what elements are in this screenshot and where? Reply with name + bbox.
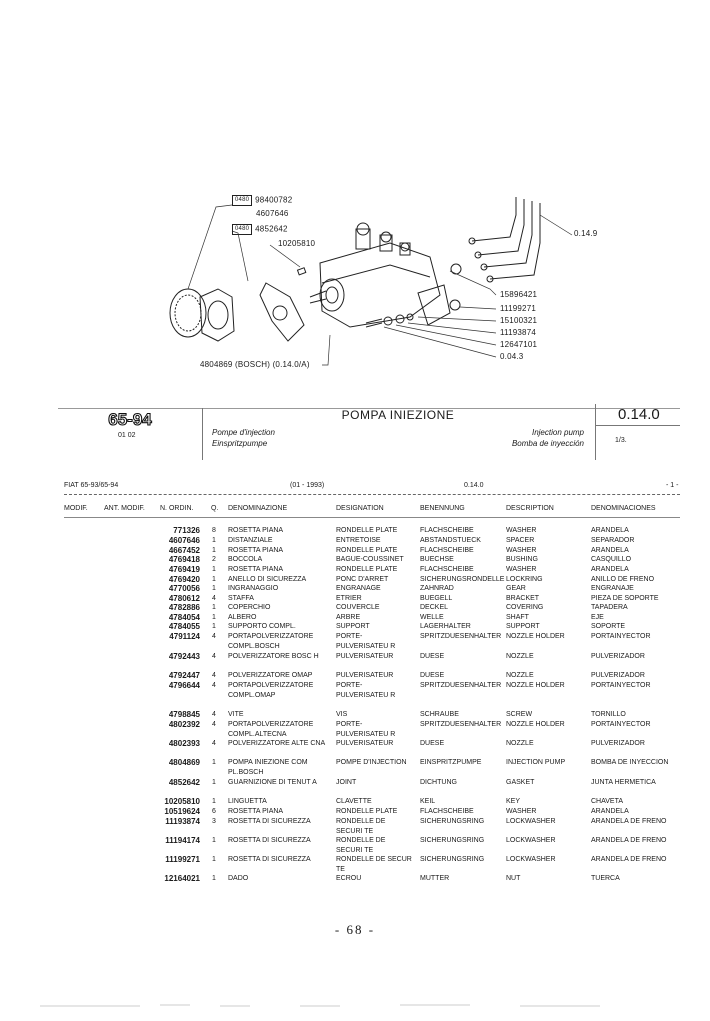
cell-english-name: SUPPORT [506,623,540,630]
cell-spanish-name: TUERCA [591,875,620,882]
callout-section-ref-text: 0.14.9 [574,229,598,238]
divider [202,408,203,460]
cell-part-number: 4769418 [168,555,200,564]
cell-part-number: 4780612 [168,594,200,603]
cell-part-number: 4796644 [168,681,200,690]
cell-quantity: 1 [212,779,216,786]
cell-french-name: POMPE D'INJECTION [336,759,407,766]
cell-french-name: PULVERISATEUR [336,740,394,747]
page-marker: - 1 - [666,482,679,489]
cell-quantity: 1 [212,604,216,611]
cell-quantity: 8 [212,527,216,534]
cell-english-name: LOCKWASHER [506,837,556,844]
cell-english-name: NOZZLE HOLDER [506,633,565,640]
model-logo [100,410,160,428]
cell-spanish-name: CASQUILLO [591,556,632,563]
cell-german-name: DICHTUNG [420,779,457,786]
cell-spanish-name: ENGRANAJE [591,585,634,592]
callout-part-number: 11193874 [500,328,537,337]
cell-italian-name: INGRANAGGIO [228,585,279,592]
cell-italian-name: ANELLO DI SICUREZZA [228,576,307,583]
divider [64,494,680,495]
cell-french-name: PORTE-PULVERISATEU R [336,682,396,699]
cell-german-name: SPRITZDUESENHALTER [420,682,502,689]
cell-italian-name: POLVERIZZATORE ALTE CNA [228,740,326,747]
table-header [0,505,710,517]
cell-quantity: 4 [212,740,216,747]
cell-italian-name: PORTAPOLVERIZZATORE COMPL.OMAP [228,682,314,699]
cell-italian-name: COPERCHIO [228,604,271,611]
cell-german-name: DECKEL [420,604,449,611]
callout-part-number: 4607646 [256,209,289,218]
cell-quantity: 1 [212,759,216,766]
cell-german-name: FLACHSCHEIBE [420,566,474,573]
cell-english-name: LOCKWASHER [506,856,556,863]
cell-german-name: SICHERUNGSRONDELLE [420,576,505,583]
cell-quantity: 1 [212,837,216,844]
cell-english-name: NOZZLE HOLDER [506,721,565,728]
cell-part-number: 12164021 [164,874,200,883]
cell-quantity: 1 [212,614,216,621]
cell-german-name: ABSTANDSTUECK [420,537,481,544]
cell-italian-name: POLVERIZZATORE OMAP [228,672,313,679]
cell-german-name: SICHERUNGSRING [420,856,485,863]
title-french: Pompe d'injection [212,428,275,437]
cell-german-name: MUTTER [420,875,450,882]
cell-quantity: 2 [212,556,216,563]
cell-english-name: GASKET [506,779,535,786]
cell-english-name: SPACER [506,537,535,544]
cell-french-name: RONDELLE PLATE [336,808,398,815]
callout-bosch-ref-text: 4804869 (BOSCH) (0.14.0/A) [200,360,310,369]
cell-quantity: 1 [212,547,216,554]
cell-spanish-name: CHAVETA [591,798,624,805]
cell-french-name: ENTRETOISE [336,537,381,544]
cell-french-name: JOINT [336,779,357,786]
cell-quantity: 4 [212,633,216,640]
callout-10205810 [278,239,315,248]
col-ordin: N. ORDIN. [160,505,194,512]
title-english: Injection pump [531,428,584,437]
col-spanish: DENOMINACIONES [591,505,656,512]
cell-part-number: 4802393 [168,739,200,748]
page-number: - 68 - [334,922,376,937]
callout-11193874 [500,328,536,337]
cell-english-name: KEY [506,798,521,805]
cell-french-name: RONDELLE PLATE [336,566,398,573]
callout-part-number: 15100321 [500,316,538,325]
cell-french-name: SUPPORT [336,623,370,630]
cell-quantity: 4 [212,711,216,718]
cell-italian-name: POMPA INIEZIONE COM PL.BOSCH [228,759,308,776]
callout-12647101 [500,340,537,349]
col-qty: Q. [211,505,219,512]
callout-part-number: 11199271 [500,304,537,313]
cell-part-number: 4667452 [168,546,200,555]
cell-french-name: ARBRE [336,614,361,621]
cell-italian-name: GUARNIZIONE DI TENUT A [228,779,317,786]
callout-0-04-3 [500,352,523,361]
col-ant-modif: ANT. MODIF. [104,505,145,512]
cell-part-number: 11193874 [165,817,200,826]
cell-french-name: RONDELLE DE SECURI TE [336,818,386,835]
callout-11199271 [500,304,536,313]
cell-spanish-name: ARANDELA DE FRENO [591,818,667,825]
divider [595,425,680,426]
cell-italian-name: ALBERO [228,614,257,621]
cell-spanish-name: ARANDELA [591,808,629,815]
cell-italian-name: ROSETTA DI SICUREZZA [228,837,311,844]
cell-italian-name: STAFFA [228,595,254,602]
cell-french-name: RONDELLE PLATE [336,547,398,554]
cell-english-name: BUSHING [506,556,538,563]
cell-italian-name: DISTANZIALE [228,537,273,544]
cell-spanish-name: PULVERIZADOR [591,740,645,747]
cell-german-name: BUEGELL [420,595,453,602]
logo-subtitle: 01 02 [118,432,136,439]
col-italian: DENOMINAZIONE [228,505,288,512]
callout-part-number: 4852642 [255,224,288,234]
cell-quantity: 4 [212,595,216,602]
cell-spanish-name: TORNILLO [591,711,626,718]
cell-spanish-name: ANILLO DE FRENO [591,576,655,583]
cell-spanish-name: PORTAINYECTOR [591,633,651,640]
cell-part-number: 4784055 [168,622,200,631]
cell-french-name: PONC D'ARRET [336,576,389,583]
callout-section-ref-text: 0.04.3 [500,352,524,361]
cell-part-number: 4769419 [168,565,200,574]
callout-15100321 [500,316,537,325]
cell-italian-name: VITE [228,711,244,718]
cell-french-name: PULVERISATEUR [336,653,394,660]
cell-quantity: 1 [212,856,216,863]
cell-english-name: WASHER [506,527,537,534]
cell-italian-name: POLVERIZZATORE BOSC H [228,653,319,660]
cell-english-name: SHAFT [506,614,529,621]
cell-italian-name: DADO [228,875,249,882]
cell-german-name: ZAHNRAD [420,585,454,592]
callout-15896421 [500,290,537,299]
callout-section-ref [574,229,597,238]
cell-quantity: 1 [212,623,216,630]
cell-quantity: 1 [212,585,216,592]
cell-quantity: 1 [212,875,216,882]
cell-quantity: 4 [212,682,216,689]
cell-english-name: SCREW [506,711,533,718]
page-title: POMPA INIEZIONE [341,408,455,422]
cell-part-number: 4784054 [168,613,200,622]
cell-english-name: LOCKWASHER [506,818,556,825]
scan-edge-noise [0,1000,710,1012]
cell-german-name: SPRITZDUESENHALTER [420,721,502,728]
col-french: DESIGNATION [336,505,384,512]
cell-part-number: 771326 [173,526,200,535]
cell-part-number: 4804869 [168,758,200,767]
callout-part-number: 15896421 [500,290,538,299]
section-code: 0.14.0 [618,406,660,423]
cell-german-name: SICHERUNGSRING [420,837,485,844]
cell-part-number: 4852642 [168,778,200,787]
col-modif: MODIF. [64,505,88,512]
cell-french-name: PULVERISATEUR [336,672,394,679]
cell-french-name: PORTE-PULVERISATEU R [336,633,396,650]
cell-spanish-name: ARANDELA [591,547,629,554]
cell-german-name: SCHRAUBE [420,711,459,718]
cell-quantity: 4 [212,672,216,679]
cell-german-name: DUESE [420,672,445,679]
cell-french-name: BAGUE-COUSSINET [336,556,404,563]
callout-98400782 [232,195,292,206]
cell-italian-name: ROSETTA PIANA [228,527,284,534]
cell-part-number: 4792447 [168,671,200,680]
cell-quantity: 3 [212,818,216,825]
cell-quantity: 1 [212,537,216,544]
cell-english-name: WASHER [506,566,537,573]
cell-german-name: DUESE [420,653,445,660]
model-logo-text: 65-94 [108,410,152,428]
cell-german-name: WELLE [420,614,444,621]
cell-spanish-name: TAPADERA [591,604,628,611]
cell-french-name: RONDELLE DE SECURI TE [336,837,386,854]
cell-spanish-name: ARANDELA DE FRENO [591,856,667,863]
cell-part-number: 4607646 [168,536,200,545]
cell-italian-name: PORTAPOLVERIZZATORE COMPL.ALTECNA [228,721,314,738]
cell-german-name: LAGERHALTER [420,623,471,630]
cell-spanish-name: JUNTA HERMETICA [591,779,656,786]
cell-german-name: BUECHSE [420,556,454,563]
cell-french-name: VIS [336,711,348,718]
cell-italian-name: ROSETTA PIANA [228,566,284,573]
cell-english-name: GEAR [506,585,526,592]
cell-part-number: 4770056 [168,584,200,593]
cell-italian-name: ROSETTA DI SICUREZZA [228,818,311,825]
col-german: BENENNUNG [420,505,465,512]
pump-drawing [160,185,620,380]
cell-spanish-name: PORTAINYECTOR [591,682,651,689]
section-info: 0.14.0 [464,482,484,489]
divider [595,404,596,460]
callout-4852642 [232,224,288,235]
cell-german-name: EINSPRITZPUMPE [420,759,482,766]
cell-spanish-name: SEPARADOR [591,537,635,544]
exploded-diagram [160,185,620,380]
cell-french-name: CLAVETTE [336,798,372,805]
cell-italian-name: PORTAPOLVERIZZATORE COMPL.BOSCH [228,633,314,650]
cell-french-name: RONDELLE PLATE [336,527,398,534]
cell-quantity: 4 [212,653,216,660]
cell-quantity: 6 [212,808,216,815]
cell-german-name: FLACHSCHEIBE [420,547,474,554]
cell-quantity: 1 [212,576,216,583]
cell-spanish-name: SOPORTE [591,623,626,630]
cell-spanish-name: PULVERIZADOR [591,653,645,660]
cell-german-name: KEIL [420,798,436,805]
sheet-number: 1/3. [615,437,627,444]
cell-quantity: 4 [212,721,216,728]
cell-german-name: DUESE [420,740,445,747]
cell-german-name: FLACHSCHEIBE [420,527,474,534]
cell-german-name: FLACHSCHEIBE [420,808,474,815]
title-block [58,400,680,460]
callout-part-number: 12647101 [500,340,538,349]
cell-english-name: WASHER [506,547,537,554]
cell-spanish-name: ARANDELA [591,527,629,534]
cell-italian-name: ROSETTA DI SICUREZZA [228,856,311,863]
callout-part-number: 10205810 [278,239,316,248]
cell-part-number: 10519624 [164,807,200,816]
cell-french-name: ETRIER [336,595,362,602]
cell-italian-name: ROSETTA PIANA [228,808,284,815]
cell-english-name: NUT [506,875,521,882]
cell-italian-name: SUPPORTO COMPL. [228,623,296,630]
cell-quantity: 1 [212,566,216,573]
cell-part-number: 4792443 [168,652,200,661]
cell-english-name: NOZZLE [506,672,534,679]
cell-english-name: NOZZLE [506,740,534,747]
callout-part-number: 98400782 [255,195,293,205]
callout-4607646 [256,209,289,218]
col-english: DESCRIPTION [506,505,554,512]
title-german: Einspritzpumpe [212,439,268,448]
cell-german-name: SICHERUNGSRING [420,818,485,825]
cell-french-name: ENGRANAGE [336,585,381,592]
callout-box-code: 0480 [232,195,252,206]
cell-part-number: 11199271 [165,855,200,864]
cell-german-name: SPRITZDUESENHALTER [420,633,502,640]
cell-english-name: WASHER [506,808,537,815]
cell-part-number: 4798845 [168,710,200,719]
cell-english-name: COVERING [506,604,544,611]
cell-spanish-name: EJE [591,614,604,621]
cell-part-number: 11194174 [165,836,200,845]
callout-box-code: 0480 [232,224,252,235]
cell-english-name: INJECTION PUMP [506,759,566,766]
cell-italian-name: BOCCOLA [228,556,263,563]
divider [64,517,680,518]
cell-french-name: PORTE-PULVERISATEU R [336,721,396,738]
cell-part-number: 10205810 [164,797,200,806]
cell-part-number: 4782886 [168,603,200,612]
cell-french-name: COUVERCLE [336,604,380,611]
cell-part-number: 4769420 [168,575,200,584]
cell-french-name: ECROU [336,875,362,882]
model-info: FIAT 65-93/65-94 [64,482,119,489]
cell-quantity: 1 [212,798,216,805]
cell-italian-name: LINGUETTA [228,798,267,805]
cell-english-name: BRACKET [506,595,540,602]
cell-french-name: RONDELLE DE SECUR TE [336,856,412,873]
cell-part-number: 4802392 [168,720,200,729]
cell-spanish-name: PORTAINYECTOR [591,721,651,728]
cell-spanish-name: PIEZA DE SOPORTE [591,595,659,602]
cell-spanish-name: ARANDELA DE FRENO [591,837,667,844]
edition-date: (01 - 1993) [290,482,325,489]
cell-part-number: 4791124 [169,632,200,641]
cell-italian-name: ROSETTA PIANA [228,547,284,554]
cell-english-name: NOZZLE HOLDER [506,682,565,689]
cell-english-name: NOZZLE [506,653,534,660]
cell-english-name: LOCKRING [506,576,543,583]
cell-spanish-name: PULVERIZADOR [591,672,645,679]
cell-spanish-name: ARANDELA [591,566,629,573]
title-spanish: Bomba de inyección [511,439,584,448]
callout-bosch-ref [200,360,310,369]
cell-spanish-name: BOMBA DE INYECCION [591,759,669,766]
